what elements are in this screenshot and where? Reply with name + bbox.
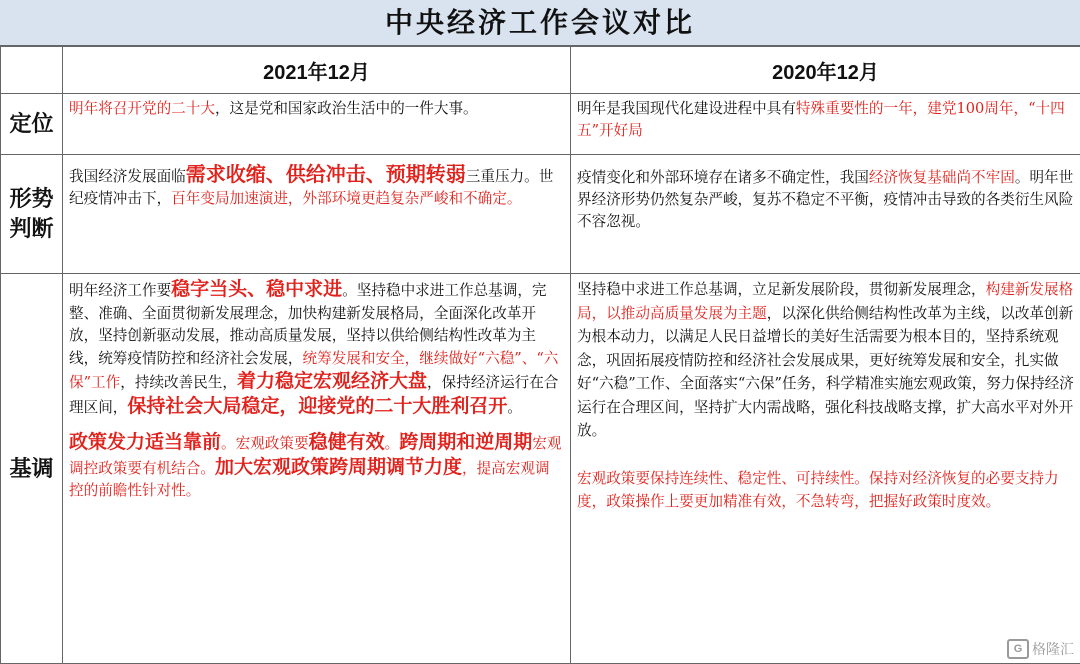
body-text: ，这是党和国家政治生活中的一件大事。 <box>215 100 478 117</box>
body-text: ，保持经济运行在合理区间， <box>69 374 558 416</box>
row-dingwei <box>1 94 1080 155</box>
body-text: 明年经济工作要 <box>69 282 171 299</box>
body-text: 坚持稳中求进工作总基调，立足新发展阶段，贯彻新发展理念， <box>577 281 986 298</box>
watermark-text: 格隆汇 <box>1032 639 1074 659</box>
row-label-text: 形势判断 <box>10 184 54 244</box>
highlight-text: 加大宏观政策跨周期调节力度 <box>215 456 462 478</box>
row-jidiao <box>1 274 1080 664</box>
highlight-text: 统筹发展和安全，继续做好“六稳”、“六保”工作 <box>69 350 558 392</box>
highlight-text: 稳健有效 <box>309 431 385 453</box>
body-text: 明年是我国现代化建设进程中具有 <box>577 100 796 117</box>
body-text: 我国经济发展面临 <box>69 168 186 185</box>
body-text: ，持续改善民生， <box>120 374 237 391</box>
body-text: ，以深化供给侧结构性改革为主线，以改革创新为根本动力，以满足人民日益增长的美好生活需要为根本目的，坚持系统观念，巩固拓展疫情防控和经济社会发展成果，更好统筹发展和安全，扎实做好“六稳”工作、全面落实“六保”任务，科学精准实施宏观政策，努力保持经济运行在合理区间，坚持扩大内需战略，强化科技战略支撑，扩大高水平对外开放。 <box>577 305 1074 440</box>
body-text: 疫情变化和外部环境存在诸多不确定性，我国 <box>577 169 869 186</box>
body-text: 。 <box>507 399 522 416</box>
highlight-text: 构建新发展格局，以推动高质量发展为主题 <box>577 281 1073 322</box>
brand-logo-icon: G <box>1007 639 1029 659</box>
highlight-text: 稳字当头、稳中求进 <box>171 278 342 300</box>
highlight-text: 经济恢复基础尚不牢固 <box>869 169 1015 186</box>
row-label-jidiao: 基调 <box>1 274 63 664</box>
highlight-text: 保持社会大局稳定，迎接党的二十大胜利召开 <box>127 395 507 417</box>
highlight-text: 着力稳定宏观经济大盘 <box>237 370 427 392</box>
highlight-text: 需求收缩、供给冲击、预期转弱 <box>186 162 466 186</box>
highlight-text: 百年变局加速演进，外部环境更趋复杂严峻和不确定。 <box>171 190 521 207</box>
cell-2020-dingwei <box>571 94 1080 155</box>
page-title: 中央经济工作会议对比 <box>0 0 1080 46</box>
row-label-dingwei: 定位 <box>1 94 63 155</box>
highlight-text: 跨周期和逆周期 <box>399 431 532 453</box>
watermark <box>1007 639 1074 659</box>
body-text: 。坚持稳中求进工作总基调，完整、准确、全面贯彻新发展理念，加快构建新发展格局，全面深化改革开放，坚持创新驱动发展，推动高质量发展，坚持以供给侧结构性改革为主线，统筹疫情防控和经济社会发展， <box>69 282 547 367</box>
highlight-text: 政策发力适当靠前 <box>69 431 221 453</box>
cell-2020-xingshi <box>571 155 1080 274</box>
highlight-text: 宏观调控政策要有机结合。 <box>69 435 561 477</box>
row-label-xingshi <box>1 155 63 274</box>
cell-2021-dingwei <box>63 94 571 155</box>
cell-2020-jidiao <box>571 274 1080 664</box>
highlight-text: 明年将召开党的二十大 <box>69 100 215 117</box>
header-row <box>1 47 1080 94</box>
cell-2021-jidiao <box>63 274 571 664</box>
column-header-2020: 2020年12月 <box>571 47 1080 94</box>
body-text: 三重压力。世纪疫情冲击下， <box>69 168 553 207</box>
highlight-text: 宏观政策要保持连续性、稳定性、可持续性。保持对经济恢复的必要支持力度，政策操作上要更加精准有效，不急转弯，把握好政策时度效。 <box>577 470 1059 511</box>
row-xingshi <box>1 155 1080 274</box>
comparison-table <box>0 46 1080 664</box>
highlight-text: 特殊重要性的一年，建党100周年，“十四五”开好局 <box>577 100 1065 139</box>
cell-2021-xingshi <box>63 155 571 274</box>
body-text: 。明年世界经济形势仍然复杂严峻，复苏不稳定不平衡，疫情冲击导致的各类衍生风险不容忽视。 <box>577 169 1073 230</box>
highlight-text: 。宏观政策要 <box>221 435 309 452</box>
highlight-text: 。 <box>385 435 400 452</box>
corner-cell <box>1 47 63 94</box>
column-header-2021: 2021年12月 <box>63 47 571 94</box>
highlight-text: ，提高宏观调控的前瞻性针对性。 <box>69 460 550 500</box>
